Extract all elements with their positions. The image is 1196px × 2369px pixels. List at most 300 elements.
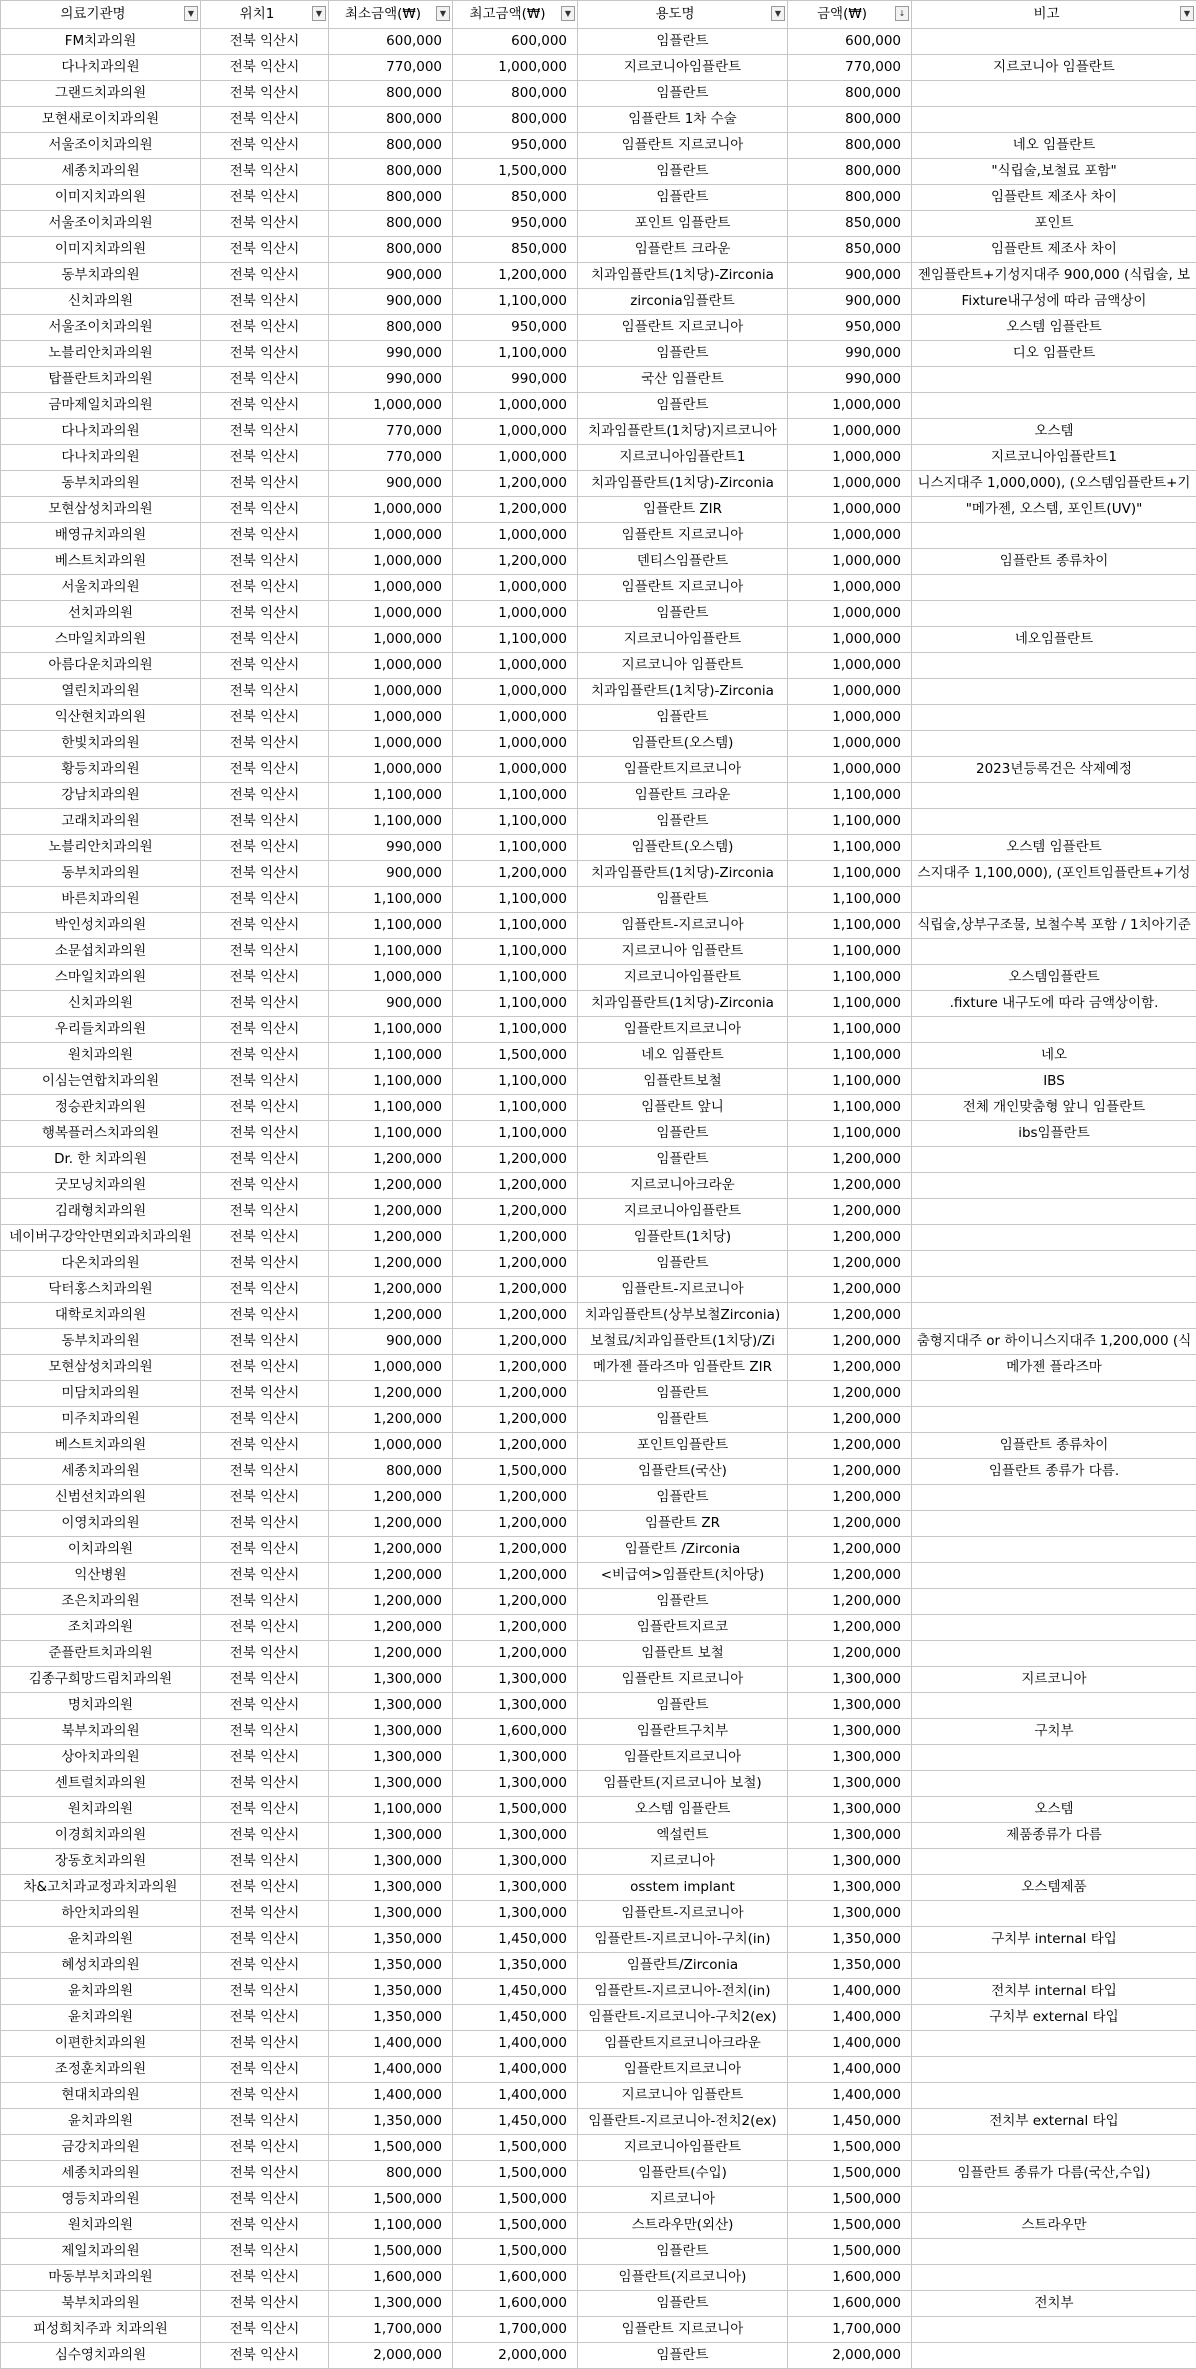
cell-usage[interactable]: <비급여>임플란트(치아당): [578, 1563, 788, 1589]
cell-usage[interactable]: 오스템 임플란트: [578, 1797, 788, 1823]
dropdown-arrow-icon[interactable]: ▼: [561, 6, 575, 21]
cell-institution[interactable]: 다온치과의원: [1, 1251, 201, 1277]
cell-note[interactable]: 니스지대주 1,000,000), (오스템임플란트+기: [912, 471, 1196, 497]
cell-note[interactable]: [912, 1511, 1196, 1537]
cell-location[interactable]: 전북 익산시: [201, 757, 329, 783]
cell-min-price[interactable]: 800,000: [329, 185, 453, 211]
cell-location[interactable]: 전북 익산시: [201, 419, 329, 445]
cell-location[interactable]: 전북 익산시: [201, 1823, 329, 1849]
cell-min-price[interactable]: 1,000,000: [329, 393, 453, 419]
cell-max-price[interactable]: 1,500,000: [453, 1043, 578, 1069]
cell-note[interactable]: [912, 575, 1196, 601]
cell-usage[interactable]: 임플란트 크라운: [578, 237, 788, 263]
cell-min-price[interactable]: 1,200,000: [329, 1303, 453, 1329]
cell-institution[interactable]: 이치과의원: [1, 1537, 201, 1563]
cell-location[interactable]: 전북 익산시: [201, 289, 329, 315]
cell-usage[interactable]: 임플란트 보철: [578, 1641, 788, 1667]
cell-note[interactable]: 젠임플란트+기성지대주 900,000 (식립술, 보: [912, 263, 1196, 289]
cell-institution[interactable]: 스마일치과의원: [1, 965, 201, 991]
cell-min-price[interactable]: 1,350,000: [329, 1953, 453, 1979]
cell-usage[interactable]: 임플란트: [578, 2239, 788, 2265]
cell-note[interactable]: 네오임플란트: [912, 627, 1196, 653]
cell-usage[interactable]: 임플란트구치부: [578, 1719, 788, 1745]
cell-usage[interactable]: 임플란트: [578, 887, 788, 913]
cell-price[interactable]: 1,200,000: [788, 1277, 912, 1303]
cell-max-price[interactable]: 1,400,000: [453, 2083, 578, 2109]
cell-max-price[interactable]: 1,400,000: [453, 2057, 578, 2083]
cell-location[interactable]: 전북 익산시: [201, 835, 329, 861]
cell-location[interactable]: 전북 익산시: [201, 2083, 329, 2109]
cell-institution[interactable]: 노블리안치과의원: [1, 341, 201, 367]
cell-min-price[interactable]: 800,000: [329, 1459, 453, 1485]
cell-location[interactable]: 전북 익산시: [201, 991, 329, 1017]
cell-usage[interactable]: 임플란트: [578, 159, 788, 185]
cell-price[interactable]: 1,400,000: [788, 2057, 912, 2083]
cell-price[interactable]: 1,000,000: [788, 497, 912, 523]
cell-note[interactable]: IBS: [912, 1069, 1196, 1095]
cell-min-price[interactable]: 1,100,000: [329, 1017, 453, 1043]
cell-max-price[interactable]: 1,450,000: [453, 1927, 578, 1953]
cell-max-price[interactable]: 1,700,000: [453, 2317, 578, 2343]
cell-usage[interactable]: 임플란트: [578, 1121, 788, 1147]
cell-note[interactable]: 임플란트 종류가 다름(국산,수입): [912, 2161, 1196, 2187]
cell-location[interactable]: 전북 익산시: [201, 809, 329, 835]
cell-usage[interactable]: 임플란트(수입): [578, 2161, 788, 2187]
cell-max-price[interactable]: 1,200,000: [453, 1225, 578, 1251]
cell-usage[interactable]: 지르코니아임플란트: [578, 55, 788, 81]
cell-max-price[interactable]: 1,100,000: [453, 835, 578, 861]
cell-price[interactable]: 1,100,000: [788, 835, 912, 861]
cell-max-price[interactable]: 1,450,000: [453, 2109, 578, 2135]
cell-institution[interactable]: 이편한치과의원: [1, 2031, 201, 2057]
cell-usage[interactable]: 임플란트지르코니아: [578, 1017, 788, 1043]
cell-max-price[interactable]: 1,200,000: [453, 1381, 578, 1407]
cell-location[interactable]: 전북 익산시: [201, 627, 329, 653]
cell-location[interactable]: 전북 익산시: [201, 1173, 329, 1199]
cell-location[interactable]: 전북 익산시: [201, 1537, 329, 1563]
cell-min-price[interactable]: 800,000: [329, 2161, 453, 2187]
cell-price[interactable]: 1,200,000: [788, 1433, 912, 1459]
cell-note[interactable]: "식립술,보철료 포함": [912, 159, 1196, 185]
cell-usage[interactable]: 임플란트 지르코니아: [578, 1667, 788, 1693]
cell-min-price[interactable]: 1,300,000: [329, 1693, 453, 1719]
cell-max-price[interactable]: 1,300,000: [453, 1823, 578, 1849]
cell-note[interactable]: 식립술,상부구조물, 보철수복 포함 / 1치아기준: [912, 913, 1196, 939]
cell-usage[interactable]: 임플란트: [578, 1381, 788, 1407]
cell-usage[interactable]: 임플란트: [578, 1485, 788, 1511]
cell-min-price[interactable]: 1,200,000: [329, 1485, 453, 1511]
cell-note[interactable]: [912, 1953, 1196, 1979]
cell-usage[interactable]: 지르코니아: [578, 1849, 788, 1875]
cell-institution[interactable]: 황등치과의원: [1, 757, 201, 783]
cell-location[interactable]: 전북 익산시: [201, 1745, 329, 1771]
cell-max-price[interactable]: 1,200,000: [453, 1251, 578, 1277]
cell-institution[interactable]: 신범선치과의원: [1, 1485, 201, 1511]
cell-institution[interactable]: 김래형치과의원: [1, 1199, 201, 1225]
cell-note[interactable]: 전치부 external 타입: [912, 2109, 1196, 2135]
cell-note[interactable]: 구치부: [912, 1719, 1196, 1745]
cell-max-price[interactable]: 950,000: [453, 133, 578, 159]
cell-min-price[interactable]: 1,700,000: [329, 2317, 453, 2343]
cell-price[interactable]: 1,300,000: [788, 1797, 912, 1823]
cell-usage[interactable]: 임플란트 /Zirconia: [578, 1537, 788, 1563]
cell-location[interactable]: 전북 익산시: [201, 367, 329, 393]
cell-note[interactable]: 지르코니아임플란트1: [912, 445, 1196, 471]
cell-institution[interactable]: 혜성치과의원: [1, 1953, 201, 1979]
cell-usage[interactable]: 지르코니아임플란트: [578, 1199, 788, 1225]
cell-min-price[interactable]: 1,100,000: [329, 887, 453, 913]
cell-location[interactable]: 전북 익산시: [201, 159, 329, 185]
cell-institution[interactable]: 장동호치과의원: [1, 1849, 201, 1875]
cell-usage[interactable]: 임플란트 지르코니아: [578, 315, 788, 341]
cell-price[interactable]: 1,000,000: [788, 471, 912, 497]
cell-max-price[interactable]: 1,200,000: [453, 1199, 578, 1225]
cell-institution[interactable]: 모현새로이치과의원: [1, 107, 201, 133]
cell-institution[interactable]: 다나치과의원: [1, 445, 201, 471]
cell-min-price[interactable]: 1,100,000: [329, 1121, 453, 1147]
cell-note[interactable]: [912, 783, 1196, 809]
cell-min-price[interactable]: 1,500,000: [329, 2135, 453, 2161]
cell-institution[interactable]: 하안치과의원: [1, 1901, 201, 1927]
cell-usage[interactable]: 덴티스임플란트: [578, 549, 788, 575]
cell-note[interactable]: 전체 개인맞춤형 앞니 임플란트: [912, 1095, 1196, 1121]
sort-ascending-icon[interactable]: ↓: [895, 6, 909, 21]
cell-price[interactable]: 1,100,000: [788, 1121, 912, 1147]
cell-usage[interactable]: 임플란트(오스템): [578, 731, 788, 757]
cell-usage[interactable]: 임플란트(오스템): [578, 835, 788, 861]
cell-max-price[interactable]: 1,000,000: [453, 757, 578, 783]
cell-max-price[interactable]: 1,200,000: [453, 1147, 578, 1173]
cell-note[interactable]: Fixture내구성에 따라 금액상이: [912, 289, 1196, 315]
cell-location[interactable]: 전북 익산시: [201, 861, 329, 887]
cell-note[interactable]: 지르코니아 임플란트: [912, 55, 1196, 81]
cell-min-price[interactable]: 2,000,000: [329, 2343, 453, 2369]
cell-note[interactable]: [912, 2031, 1196, 2057]
cell-max-price[interactable]: 1,500,000: [453, 159, 578, 185]
cell-institution[interactable]: 박인성치과의원: [1, 913, 201, 939]
cell-min-price[interactable]: 1,000,000: [329, 497, 453, 523]
cell-min-price[interactable]: 800,000: [329, 159, 453, 185]
cell-min-price[interactable]: 800,000: [329, 315, 453, 341]
cell-price[interactable]: 2,000,000: [788, 2343, 912, 2369]
cell-min-price[interactable]: 1,100,000: [329, 1069, 453, 1095]
cell-institution[interactable]: 조치과의원: [1, 1615, 201, 1641]
cell-institution[interactable]: 다나치과의원: [1, 419, 201, 445]
cell-location[interactable]: 전북 익산시: [201, 1277, 329, 1303]
cell-institution[interactable]: 원치과의원: [1, 1043, 201, 1069]
cell-min-price[interactable]: 1,350,000: [329, 2005, 453, 2031]
cell-max-price[interactable]: 1,200,000: [453, 497, 578, 523]
cell-location[interactable]: 전북 익산시: [201, 1355, 329, 1381]
cell-location[interactable]: 전북 익산시: [201, 2239, 329, 2265]
cell-price[interactable]: 1,100,000: [788, 913, 912, 939]
cell-price[interactable]: 1,200,000: [788, 1355, 912, 1381]
cell-location[interactable]: 전북 익산시: [201, 1771, 329, 1797]
cell-usage[interactable]: 임플란트-지르코니아: [578, 913, 788, 939]
cell-usage[interactable]: 스트라우만(외산): [578, 2213, 788, 2239]
cell-institution[interactable]: 윤치과의원: [1, 2005, 201, 2031]
cell-max-price[interactable]: 1,300,000: [453, 1901, 578, 1927]
cell-max-price[interactable]: 850,000: [453, 237, 578, 263]
cell-price[interactable]: 1,400,000: [788, 1979, 912, 2005]
cell-note[interactable]: 오스템: [912, 419, 1196, 445]
cell-location[interactable]: 전북 익산시: [201, 1017, 329, 1043]
cell-usage[interactable]: 임플란트: [578, 809, 788, 835]
cell-min-price[interactable]: 1,200,000: [329, 1225, 453, 1251]
cell-institution[interactable]: 한빛치과의원: [1, 731, 201, 757]
cell-note[interactable]: [912, 1745, 1196, 1771]
cell-min-price[interactable]: 770,000: [329, 445, 453, 471]
cell-location[interactable]: 전북 익산시: [201, 1121, 329, 1147]
dropdown-arrow-icon[interactable]: ▼: [771, 6, 785, 21]
cell-min-price[interactable]: 1,000,000: [329, 549, 453, 575]
cell-location[interactable]: 전북 익산시: [201, 29, 329, 55]
cell-institution[interactable]: 이경희치과의원: [1, 1823, 201, 1849]
cell-price[interactable]: 1,100,000: [788, 783, 912, 809]
cell-min-price[interactable]: 1,400,000: [329, 2083, 453, 2109]
cell-note[interactable]: 임플란트 종류가 다름.: [912, 1459, 1196, 1485]
cell-institution[interactable]: 차&고치과교정과치과의원: [1, 1875, 201, 1901]
cell-max-price[interactable]: 1,200,000: [453, 861, 578, 887]
cell-institution[interactable]: 윤치과의원: [1, 1927, 201, 1953]
cell-min-price[interactable]: 1,100,000: [329, 2213, 453, 2239]
cell-usage[interactable]: 임플란트(지르코니아 보철): [578, 1771, 788, 1797]
cell-location[interactable]: 전북 익산시: [201, 2057, 329, 2083]
cell-max-price[interactable]: 1,100,000: [453, 341, 578, 367]
cell-min-price[interactable]: 1,000,000: [329, 679, 453, 705]
cell-institution[interactable]: 소문섭치과의원: [1, 939, 201, 965]
cell-price[interactable]: 1,200,000: [788, 1381, 912, 1407]
cell-usage[interactable]: 임플란트: [578, 1589, 788, 1615]
cell-institution[interactable]: 금강치과의원: [1, 2135, 201, 2161]
cell-institution[interactable]: 이미지치과의원: [1, 237, 201, 263]
cell-institution[interactable]: 미담치과의원: [1, 1381, 201, 1407]
cell-note[interactable]: [912, 2265, 1196, 2291]
cell-min-price[interactable]: 1,500,000: [329, 2239, 453, 2265]
cell-institution[interactable]: 대학로치과의원: [1, 1303, 201, 1329]
cell-price[interactable]: 1,400,000: [788, 2005, 912, 2031]
cell-max-price[interactable]: 1,200,000: [453, 1355, 578, 1381]
cell-note[interactable]: 제품종류가 다름: [912, 1823, 1196, 1849]
cell-usage[interactable]: 치과임플란트(상부보철Zirconia): [578, 1303, 788, 1329]
cell-price[interactable]: 1,100,000: [788, 861, 912, 887]
cell-note[interactable]: 오스템 임플란트: [912, 835, 1196, 861]
cell-location[interactable]: 전북 익산시: [201, 653, 329, 679]
cell-min-price[interactable]: 1,300,000: [329, 1745, 453, 1771]
cell-min-price[interactable]: 1,100,000: [329, 939, 453, 965]
cell-note[interactable]: [912, 107, 1196, 133]
cell-usage[interactable]: 지르코니아 임플란트: [578, 2083, 788, 2109]
cell-price[interactable]: 1,100,000: [788, 809, 912, 835]
cell-price[interactable]: 1,600,000: [788, 2291, 912, 2317]
cell-location[interactable]: 전북 익산시: [201, 81, 329, 107]
cell-price[interactable]: 1,000,000: [788, 393, 912, 419]
cell-price[interactable]: 1,300,000: [788, 1771, 912, 1797]
cell-price[interactable]: 1,200,000: [788, 1589, 912, 1615]
cell-max-price[interactable]: 1,200,000: [453, 1641, 578, 1667]
cell-institution[interactable]: 굿모닝치과의원: [1, 1173, 201, 1199]
cell-price[interactable]: 1,500,000: [788, 2213, 912, 2239]
cell-institution[interactable]: 금마제일치과의원: [1, 393, 201, 419]
cell-price[interactable]: 1,100,000: [788, 1069, 912, 1095]
cell-max-price[interactable]: 1,200,000: [453, 1303, 578, 1329]
cell-max-price[interactable]: 1,000,000: [453, 731, 578, 757]
cell-note[interactable]: 스트라우만: [912, 2213, 1196, 2239]
cell-institution[interactable]: 바른치과의원: [1, 887, 201, 913]
cell-usage[interactable]: 지르코니아 임플란트: [578, 653, 788, 679]
cell-min-price[interactable]: 1,350,000: [329, 1979, 453, 2005]
dropdown-arrow-icon[interactable]: ▼: [436, 6, 450, 21]
cell-price[interactable]: 1,000,000: [788, 445, 912, 471]
cell-max-price[interactable]: 1,300,000: [453, 1745, 578, 1771]
cell-note[interactable]: 오스템: [912, 1797, 1196, 1823]
cell-usage[interactable]: 임플란트-지르코니아: [578, 1277, 788, 1303]
cell-min-price[interactable]: 1,200,000: [329, 1277, 453, 1303]
cell-max-price[interactable]: 800,000: [453, 107, 578, 133]
cell-note[interactable]: [912, 2083, 1196, 2109]
cell-note[interactable]: [912, 1589, 1196, 1615]
cell-usage[interactable]: 임플란트보철: [578, 1069, 788, 1095]
cell-institution[interactable]: 윤치과의원: [1, 1979, 201, 2005]
cell-institution[interactable]: 피성희치주과 치과의원: [1, 2317, 201, 2343]
cell-usage[interactable]: 임플란트 지르코니아: [578, 2317, 788, 2343]
cell-note[interactable]: [912, 1251, 1196, 1277]
cell-price[interactable]: 1,300,000: [788, 1745, 912, 1771]
cell-usage[interactable]: 국산 임플란트: [578, 367, 788, 393]
cell-note[interactable]: 오스템제품: [912, 1875, 1196, 1901]
cell-max-price[interactable]: 1,200,000: [453, 1563, 578, 1589]
cell-location[interactable]: 전북 익산시: [201, 133, 329, 159]
cell-usage[interactable]: 임플란트-지르코니아-전치2(ex): [578, 2109, 788, 2135]
cell-price[interactable]: 1,500,000: [788, 2239, 912, 2265]
cell-location[interactable]: 전북 익산시: [201, 1979, 329, 2005]
cell-price[interactable]: 1,400,000: [788, 2083, 912, 2109]
cell-location[interactable]: 전북 익산시: [201, 2161, 329, 2187]
cell-min-price[interactable]: 900,000: [329, 471, 453, 497]
cell-min-price[interactable]: 1,200,000: [329, 1537, 453, 1563]
cell-usage[interactable]: 임플란트지르코니아크라운: [578, 2031, 788, 2057]
cell-institution[interactable]: 서울조이치과의원: [1, 211, 201, 237]
cell-location[interactable]: 전북 익산시: [201, 2213, 329, 2239]
cell-max-price[interactable]: 1,500,000: [453, 1459, 578, 1485]
cell-note[interactable]: [912, 1693, 1196, 1719]
cell-note[interactable]: [912, 731, 1196, 757]
cell-min-price[interactable]: 1,300,000: [329, 1875, 453, 1901]
cell-price[interactable]: 1,100,000: [788, 887, 912, 913]
cell-max-price[interactable]: 1,600,000: [453, 1719, 578, 1745]
cell-price[interactable]: 1,350,000: [788, 1953, 912, 1979]
cell-location[interactable]: 전북 익산시: [201, 1615, 329, 1641]
cell-min-price[interactable]: 1,000,000: [329, 627, 453, 653]
cell-price[interactable]: 1,100,000: [788, 1095, 912, 1121]
cell-note[interactable]: 춤형지대주 or 하이니스지대주 1,200,000 (식: [912, 1329, 1196, 1355]
cell-usage[interactable]: 지르코니아임플란트: [578, 965, 788, 991]
cell-price[interactable]: 1,200,000: [788, 1251, 912, 1277]
cell-note[interactable]: [912, 29, 1196, 55]
cell-min-price[interactable]: 1,200,000: [329, 1641, 453, 1667]
cell-min-price[interactable]: 1,200,000: [329, 1381, 453, 1407]
cell-institution[interactable]: 아름다운치과의원: [1, 653, 201, 679]
cell-institution[interactable]: 동부치과의원: [1, 263, 201, 289]
cell-max-price[interactable]: 1,100,000: [453, 913, 578, 939]
cell-location[interactable]: 전북 익산시: [201, 185, 329, 211]
dropdown-arrow-icon[interactable]: ▼: [312, 6, 326, 21]
cell-price[interactable]: 1,000,000: [788, 601, 912, 627]
cell-price[interactable]: 1,200,000: [788, 1615, 912, 1641]
cell-price[interactable]: 990,000: [788, 367, 912, 393]
cell-note[interactable]: 오스템 임플란트: [912, 315, 1196, 341]
cell-location[interactable]: 전북 익산시: [201, 1407, 329, 1433]
cell-price[interactable]: 1,450,000: [788, 2109, 912, 2135]
cell-location[interactable]: 전북 익산시: [201, 1875, 329, 1901]
cell-note[interactable]: [912, 601, 1196, 627]
cell-min-price[interactable]: 1,000,000: [329, 575, 453, 601]
cell-usage[interactable]: 치과임플란트(1치당)지르코니아: [578, 419, 788, 445]
cell-max-price[interactable]: 1,200,000: [453, 1589, 578, 1615]
cell-note[interactable]: [912, 1381, 1196, 1407]
cell-institution[interactable]: 세종치과의원: [1, 1459, 201, 1485]
cell-max-price[interactable]: 1,100,000: [453, 783, 578, 809]
cell-min-price[interactable]: 1,200,000: [329, 1563, 453, 1589]
cell-location[interactable]: 전북 익산시: [201, 705, 329, 731]
cell-note[interactable]: [912, 393, 1196, 419]
cell-location[interactable]: 전북 익산시: [201, 211, 329, 237]
cell-usage[interactable]: 임플란트-지르코니아-구치(in): [578, 1927, 788, 1953]
cell-note[interactable]: "메가젠, 오스템, 포인트(UV)": [912, 497, 1196, 523]
cell-location[interactable]: 전북 익산시: [201, 1849, 329, 1875]
cell-price[interactable]: 1,000,000: [788, 679, 912, 705]
cell-location[interactable]: 전북 익산시: [201, 2135, 329, 2161]
cell-min-price[interactable]: 1,200,000: [329, 1147, 453, 1173]
cell-max-price[interactable]: 1,300,000: [453, 1667, 578, 1693]
cell-max-price[interactable]: 1,300,000: [453, 1771, 578, 1797]
cell-institution[interactable]: 윤치과의원: [1, 2109, 201, 2135]
cell-usage[interactable]: 임플란트(국산): [578, 1459, 788, 1485]
cell-usage[interactable]: 임플란트지르코: [578, 1615, 788, 1641]
cell-max-price[interactable]: 1,000,000: [453, 679, 578, 705]
cell-max-price[interactable]: 1,200,000: [453, 1615, 578, 1641]
cell-usage[interactable]: 임플란트: [578, 1147, 788, 1173]
cell-max-price[interactable]: 1,200,000: [453, 263, 578, 289]
cell-note[interactable]: [912, 2057, 1196, 2083]
cell-location[interactable]: 전북 익산시: [201, 1303, 329, 1329]
cell-max-price[interactable]: 1,200,000: [453, 1407, 578, 1433]
cell-institution[interactable]: 이미지치과의원: [1, 185, 201, 211]
cell-price[interactable]: 1,100,000: [788, 939, 912, 965]
cell-max-price[interactable]: 1,200,000: [453, 1485, 578, 1511]
cell-institution[interactable]: 서울치과의원: [1, 575, 201, 601]
cell-usage[interactable]: 지르코니아임플란트: [578, 2135, 788, 2161]
cell-location[interactable]: 전북 익산시: [201, 1953, 329, 1979]
cell-note[interactable]: [912, 939, 1196, 965]
cell-location[interactable]: 전북 익산시: [201, 887, 329, 913]
cell-min-price[interactable]: 800,000: [329, 81, 453, 107]
cell-max-price[interactable]: 1,200,000: [453, 1537, 578, 1563]
cell-location[interactable]: 전북 익산시: [201, 2265, 329, 2291]
cell-max-price[interactable]: 1,000,000: [453, 419, 578, 445]
cell-note[interactable]: [912, 2317, 1196, 2343]
cell-note[interactable]: [912, 1563, 1196, 1589]
cell-price[interactable]: 1,200,000: [788, 1563, 912, 1589]
cell-usage[interactable]: 임플란트 지르코니아: [578, 133, 788, 159]
cell-note[interactable]: 2023년등록건은 삭제예정: [912, 757, 1196, 783]
cell-institution[interactable]: 명치과의원: [1, 1693, 201, 1719]
cell-price[interactable]: 1,100,000: [788, 1017, 912, 1043]
cell-max-price[interactable]: 1,500,000: [453, 2239, 578, 2265]
cell-note[interactable]: [912, 887, 1196, 913]
cell-location[interactable]: 전북 익산시: [201, 1381, 329, 1407]
cell-institution[interactable]: 원치과의원: [1, 1797, 201, 1823]
